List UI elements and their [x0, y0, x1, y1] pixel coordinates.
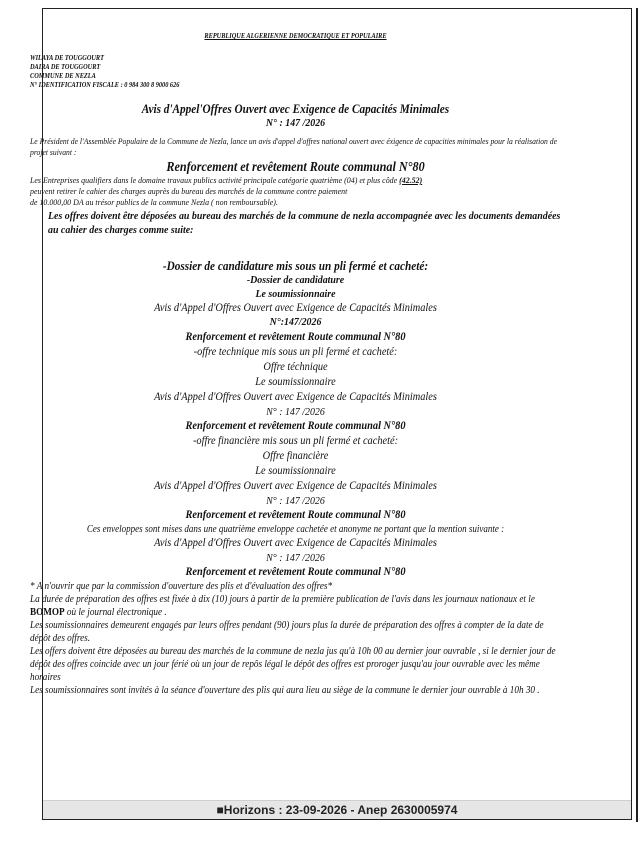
financiere-section: [30, 434, 561, 523]
financiere-number: N° : 147 /2026: [266, 494, 325, 507]
envelope-avis: Avis d'Appel d'Offres Ouvert avec Exigence de Capacités Minimales: [154, 537, 437, 549]
technique-number: N° : 147 /2026: [266, 405, 325, 418]
duration-end: où le journal électronique .: [66, 607, 167, 618]
dossier-section: [30, 259, 561, 345]
deposit-hours-paragraph: Les offers doivent être déposées au bureau des marchés de la commune de nezla jus qu'à 10h 00 au dernier jour ouvrable , si le dernier jour de dépôt des offres coincide avec un jour férié où un jour de repôs légal le dépôt des offres est proroger jusqu'au jour ouvrable avec les même horaires: [30, 646, 556, 683]
admin-commune: COMMUNE DE NEZLA: [30, 72, 96, 80]
technique-section: [30, 345, 561, 434]
technique-label: Offre téchnique: [263, 360, 328, 373]
financiere-heading: -offre financière mis sous un pli fermé et cacheté:: [192, 434, 399, 447]
project-title: Renforcement et revêtement Route communal N°80: [166, 159, 425, 174]
dossier-number: N°:147/2026: [269, 316, 322, 328]
envelope-text: Ces enveloppes sont mises dans une quatrième enveloppe cachetée et anonyme ne portant que la mention suivante :: [86, 523, 505, 535]
admin-fiscal-id: N° IDENTIFICATION FISCALE : 0 984 300 8 9000 626: [30, 81, 180, 89]
publication-footer: ■Horizons : 23-09-2026 - Anep 2630005974: [43, 800, 631, 819]
dossier-soumissionnaire: Le soumissionnaire: [255, 287, 336, 300]
duration-start: La durée de préparation des offres est fixée à dix (10) jours à partir de la première publication de l'avis dans les journaux nationaux et le: [30, 594, 535, 605]
avis-intro: Le Président de l'Assemblée Populaire de la Commune de Nezla, lance un avis d'appel d'offres national ouvert avec éxigence de capacities minimales pour la réalisation de projet suivant :: [30, 136, 557, 157]
dossier-label: -Dossier de candidature: [246, 274, 345, 286]
admin-wilaya: WILAYA DE TOUGGOURT: [30, 54, 104, 62]
eligibility-text: Les Entreprises qualifiers dans le domaine travaux publics activité principale catégorie quatrième (04) et plus côde: [30, 175, 398, 185]
eligibility-line-2: peuvent retirer le cahier des charges auprès du bureau des marchés de la commune contre paiement: [30, 186, 348, 196]
open-notice: * A n'ouvrir que par la commission d'ouverture des plis et d'évaluation des offres*: [30, 581, 333, 592]
admin-daira: DAIRA DE TOUGGOURT: [30, 63, 101, 71]
notice-content: [30, 32, 561, 697]
dossier-avis: Avis d'Appel d'Offres Ouvert avec Exigence de Capacités Minimales: [154, 302, 437, 314]
envelope-project: Renforcement et revêtement Route communal N°80: [185, 566, 406, 578]
envelope-section: [30, 524, 561, 581]
financiere-label: Offre financière: [262, 449, 329, 462]
financiere-soumissionnaire: Le soumissionnaire: [255, 464, 336, 477]
technique-soumissionnaire: Le soumissionnaire: [255, 375, 336, 388]
deposit-notice: Les offres doivent être déposées au bureau des marchés de la commune de nezla accompagnée avec les documents demandées au cahier des charges comme suite:: [48, 210, 561, 236]
eligibility-line-3: de 10.000,00 DA au trésor publics de la commune Nezla ( non remboursable).: [30, 197, 278, 207]
session-paragraph: Les soumissionnaires sont invités à la séance d'ouverture des plis qui aura lieu au siège de la commune le dernier jour ouvrable à 10h 30 .: [30, 685, 540, 696]
technique-heading: -offre technique mis sous un pli fermé et cacheté:: [193, 345, 398, 358]
bomop-label: BOMOP: [30, 607, 65, 618]
avis-title: Avis d'Appel'Offres Ouvert avec Exigence de Capacités Minimales: [141, 102, 450, 116]
eligibility-line-1: [30, 175, 561, 186]
envelope-number: N° : 147 /2026: [266, 552, 325, 564]
page-edge-rule: [636, 8, 638, 822]
eligibility-code: (42.52): [399, 175, 423, 185]
admin-block: [30, 54, 561, 90]
financiere-project: Renforcement et revêtement Route communal N°80: [185, 508, 406, 521]
technique-project: Renforcement et revêtement Route communal N°80: [185, 419, 406, 432]
conditions-block: [30, 580, 561, 697]
technique-avis: Avis d'Appel d'Offres Ouvert avec Exigence de Capacités Minimales: [154, 390, 437, 403]
dossier-heading: -Dossier de candidature mis sous un pli fermé et cacheté:: [162, 259, 429, 273]
dossier-project: Renforcement et revêtement Route communal N°80: [185, 330, 406, 343]
financiere-avis: Avis d'Appel d'Offres Ouvert avec Exigence de Capacités Minimales: [154, 479, 437, 492]
avis-number: N° : 147 /2026: [265, 117, 326, 129]
duration-paragraph: [30, 593, 561, 619]
engagement-paragraph: Les soumissionnaires demeurent engagés par leurs offres pendant (90) jours plus la durée de préparation des offres à compter de la date de dépôt des offres.: [30, 620, 544, 644]
republic-heading: REPUBLIQUE ALGERIENNE DEMOCRATIQUE ET POPULAIRE: [204, 32, 387, 40]
eligibility-block: [30, 175, 561, 208]
